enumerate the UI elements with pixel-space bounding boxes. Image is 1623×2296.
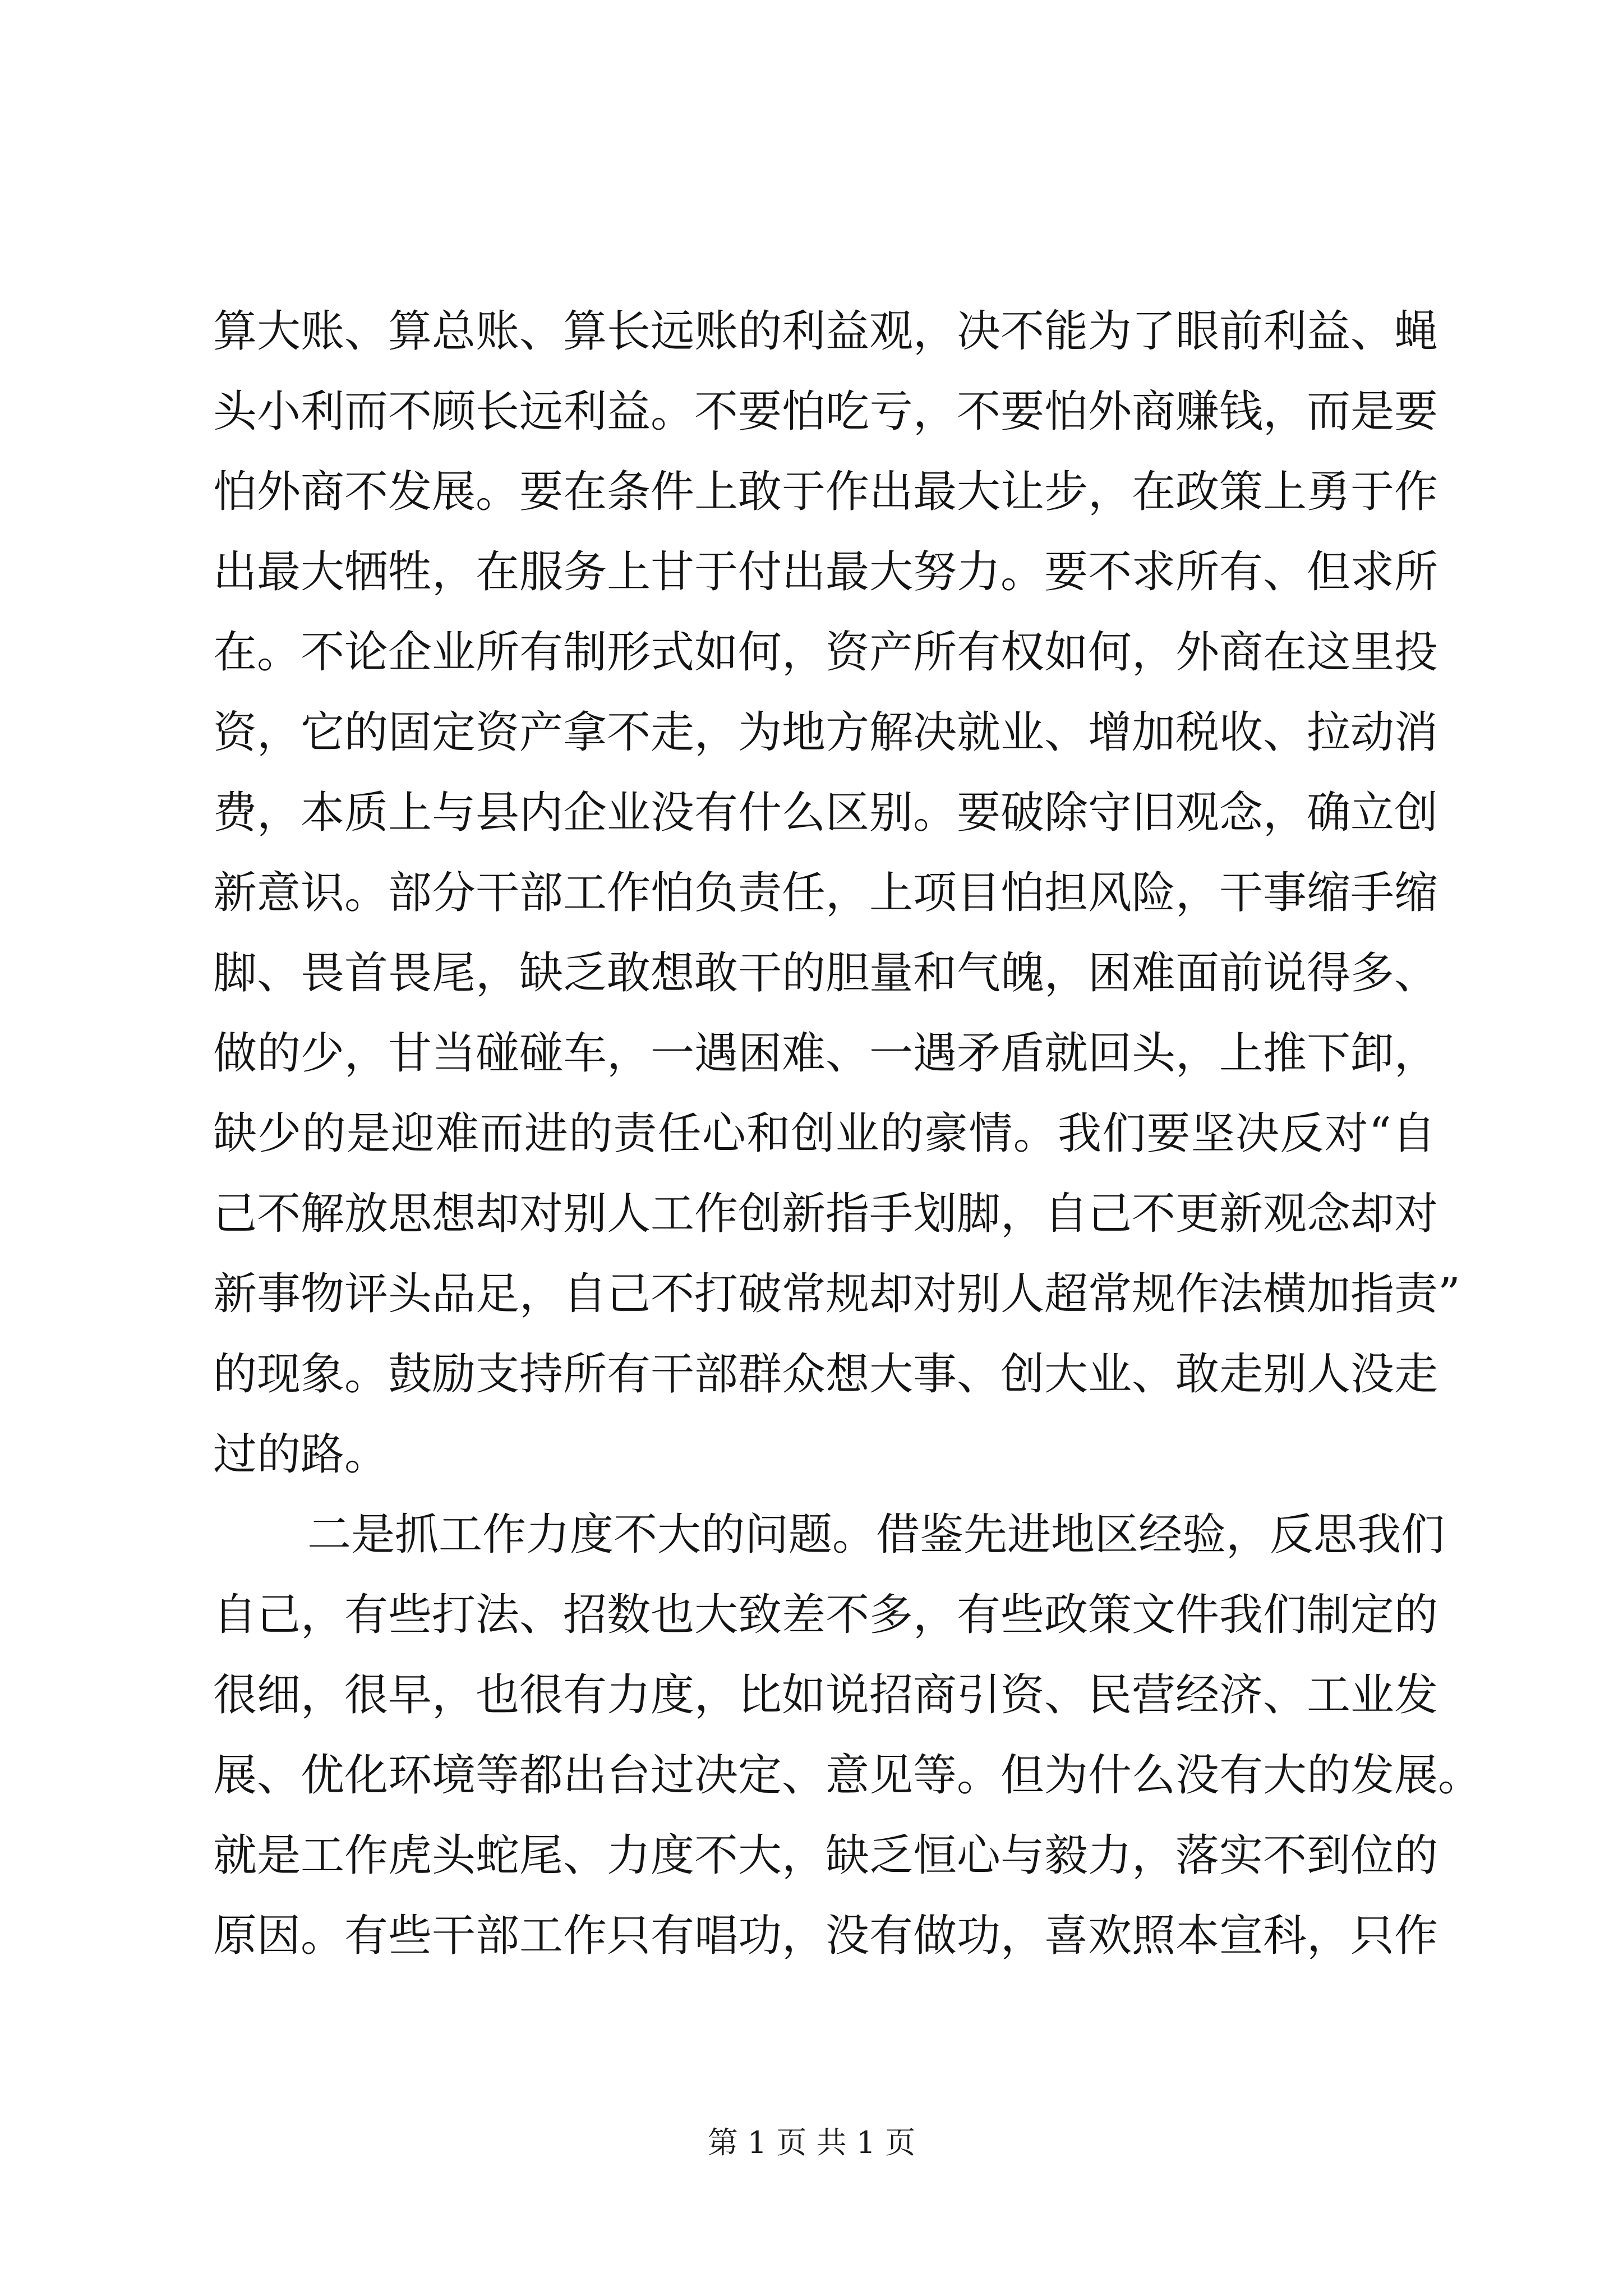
body-text [213, 292, 1482, 1976]
text-line: 在。不论企业所有制形式如何，资产所有权如何，外商在这里投 [213, 627, 1438, 678]
text-line: 很细，很早，也很有力度，比如说招商引资、民营经济、工业发 [213, 1670, 1438, 1720]
text-line: 原因。有些干部工作只有唱功，没有做功，喜欢照本宣科，只作 [213, 1911, 1438, 1961]
page-footer [0, 2123, 1623, 2162]
paragraph-first-line: 二是抓工作力度不大的问题。借鉴先进地区经验，反思我们 [307, 1510, 1445, 1560]
text-line: 就是工作虎头蛇尾、力度不大，缺乏恒心与毅力，落实不到位的 [213, 1830, 1438, 1881]
text-line: 费，本质上与县内企业没有什么区别。要破除守旧观念，确立创 [213, 788, 1438, 838]
text-line: 的现象。鼓励支持所有干部群众想大事、创大业、敢走别人没走 [213, 1349, 1438, 1400]
text-line: 做的少，甘当碰碰车，一遇困难、一遇矛盾就回头，上推下卸， [213, 1028, 1438, 1079]
text-line: 展、优化环境等都出台过决定、意见等。但为什么没有大的发展。 [213, 1750, 1482, 1801]
text-line: 资，它的固定资产拿不走，为地方解决就业、增加税收、拉动消 [213, 707, 1438, 758]
text-line: 过的路。 [213, 1429, 389, 1480]
text-line: 脚、畏首畏尾，缺乏敢想敢干的胆量和气魄，困难面前说得多、 [213, 948, 1438, 999]
text-line: 缺少的是迎难而进的责任心和创业的豪情。我们要坚决反对“自 [213, 1108, 1436, 1159]
text-line: 头小利而不顾长远利益。不要怕吃亏，不要怕外商赚钱，而是要 [213, 386, 1438, 437]
text-line: 出最大牺牲，在服务上甘于付出最大努力。要不求所有、但求所 [213, 547, 1438, 597]
text-line: 自己，有些打法、招数也大致差不多，有些政策文件我们制定的 [213, 1590, 1438, 1640]
text-line: 新事物评头品足，自己不打破常规却对别人超常规作法横加指责” [213, 1269, 1460, 1319]
text-line: 新意识。部分干部工作怕负责任，上项目怕担风险，干事缩手缩 [213, 868, 1438, 918]
text-line: 算大账、算总账、算长远账的利益观，决不能为了眼前利益、蝇 [213, 306, 1438, 357]
text-line: 己不解放思想却对别人工作创新指手划脚，自己不更新观念却对 [213, 1189, 1438, 1239]
page-number-label: 第 1 页 共 1 页 [707, 2125, 916, 2160]
text-line: 怕外商不发展。要在条件上敢于作出最大让步，在政策上勇于作 [213, 467, 1438, 517]
